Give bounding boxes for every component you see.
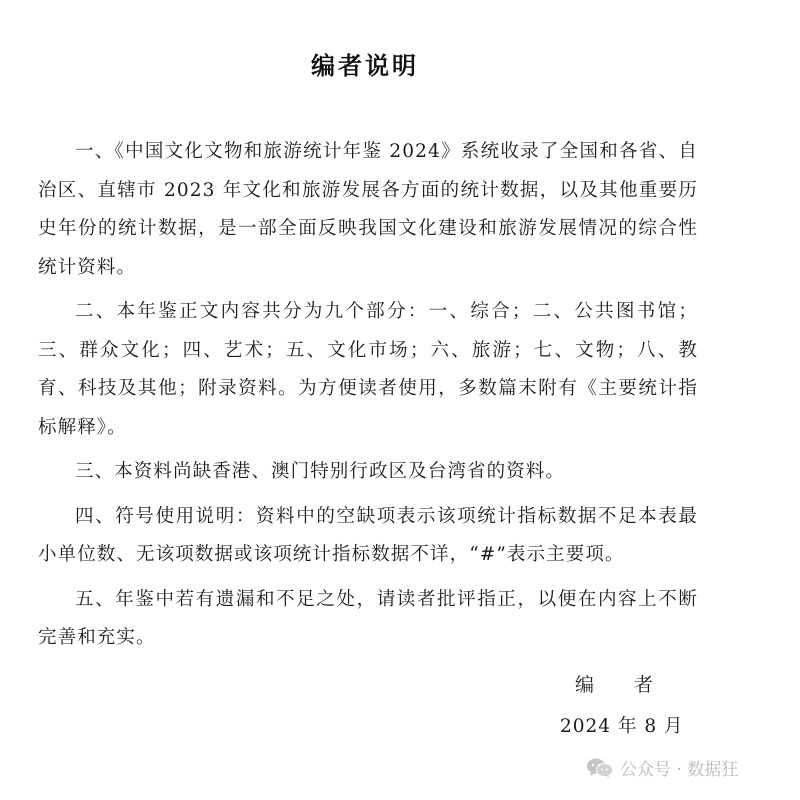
page-title: 编者说明 [311,52,419,80]
signature-char-1: 编 [575,674,595,696]
paragraph-3: 三、本资料尚缺香港、澳门特别行政区及台湾省的资料。 [75,461,566,482]
paragraph-4: 四、符号使用说明：资料中的空缺项表示该项统计指标数据不足本表最小单位数、无该项数据或该项统计指标数据不详，“#”表示主要项。 [38,505,698,565]
paragraph-1: 一、《中国文化文物和旅游统计年鉴 2024》系统收录了全国和各省、自治区、直辖市 2023 年文化和旅游发展各方面的统计数据，以及其他重要历史年份的统计数据，是一部全面反映我国文化建设和旅游发展情况的综合性统计资料。 [38,141,698,278]
paragraph-5: 五、年鉴中若有遗漏和不足之处，请读者批评指正，以便在内容上不断完善和充实。 [38,588,698,648]
wechat-icon [586,757,614,779]
signature-char-2: 者 [634,674,654,696]
editor-signature [575,670,653,697]
signature-date: 2024 年 8 月 [560,716,684,737]
document-body [38,133,698,664]
paragraph-2: 二、本年鉴正文内容共分为九个部分：一、综合；二、公共图书馆；三、群众文化；四、艺术；五、文化市场；六、旅游；七、文物；八、教育、科技及其他；附录资料。为方便读者使用，多数篇末附有《主要统计指标解释》。 [38,301,698,438]
watermark-text: 公众号 · 数据狂 [620,760,739,780]
watermark [586,755,738,780]
